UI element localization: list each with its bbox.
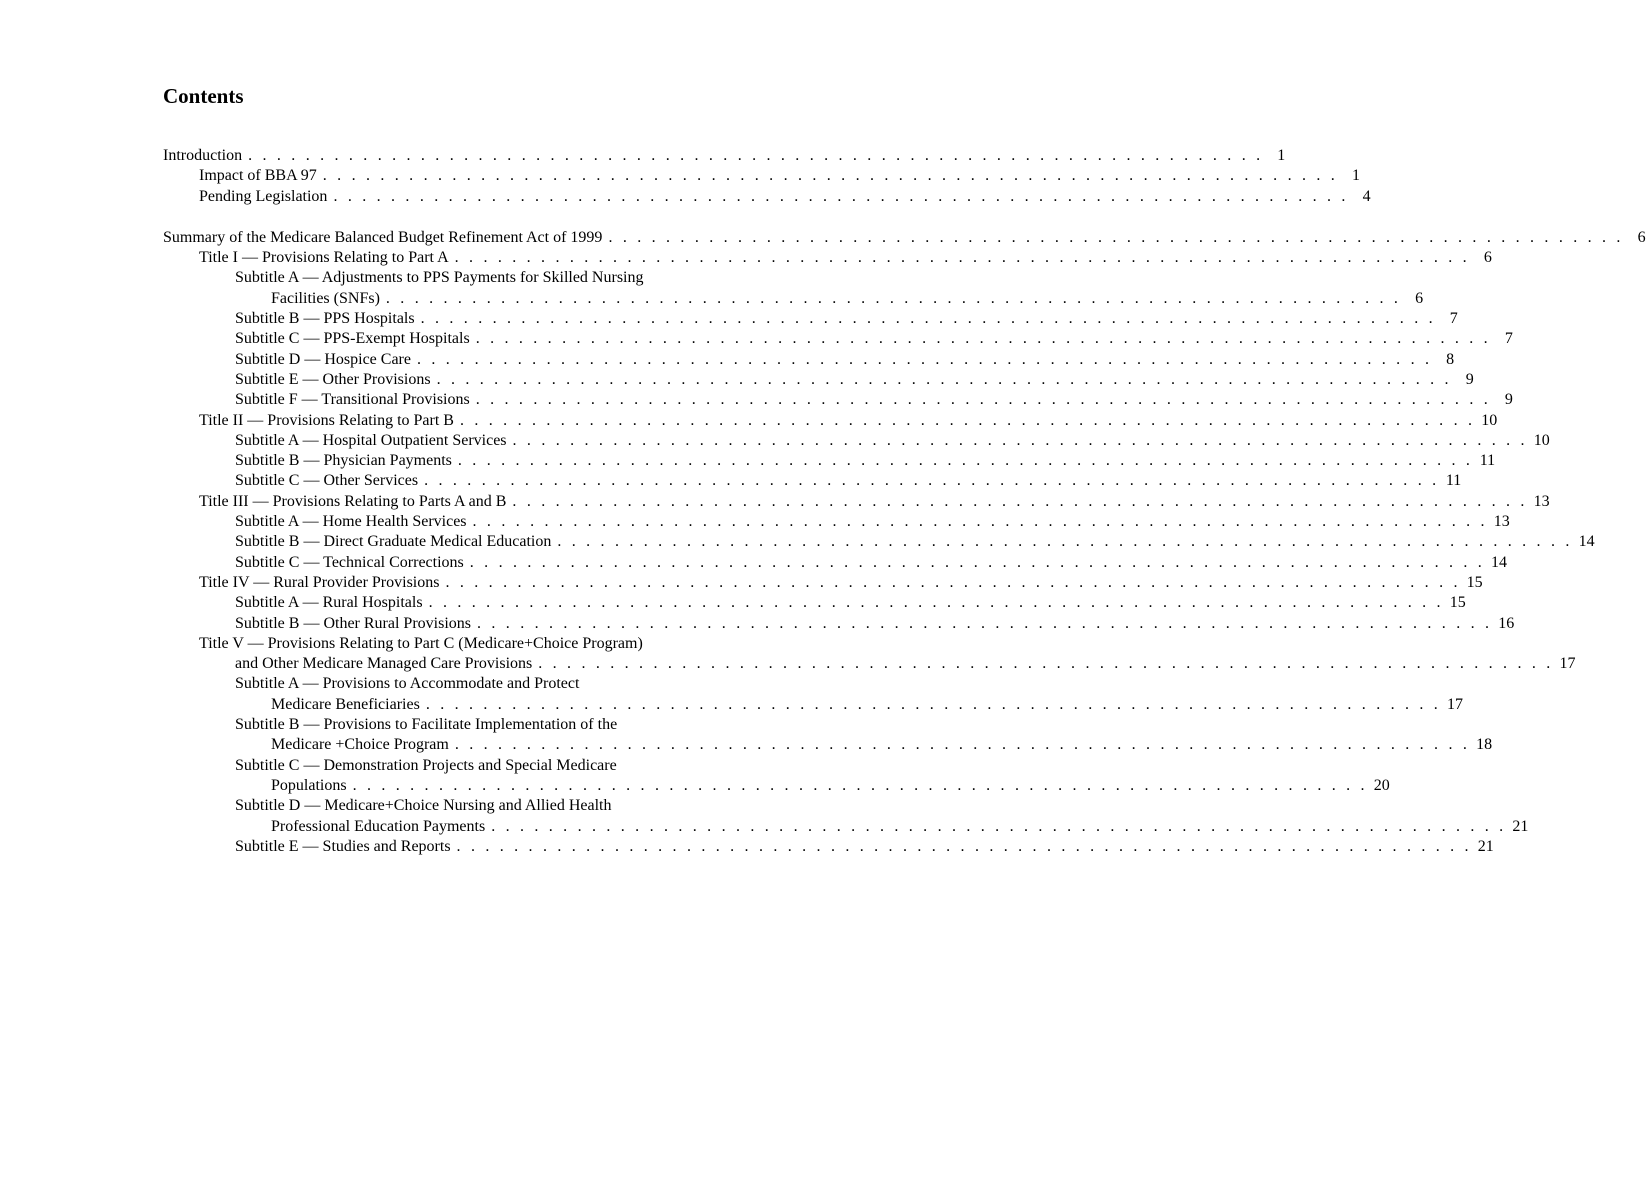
toc-page-number: 10: [1533, 431, 1550, 449]
toc-entry-title-v-subtitle-b[interactable]: [163, 715, 758, 735]
toc-entry-title-i-subtitle-b[interactable]: [163, 309, 1458, 329]
toc-entry-title-iv-subtitle-b[interactable]: [163, 614, 1515, 634]
toc-entry-title-i-subtitle-a[interactable]: [163, 268, 758, 288]
toc-page-number: 18: [1476, 736, 1493, 754]
dot-leader: . . . . . . . . . . . . . . . . . . . . . . . . . . . . . . . . . . . . . . . . . . . . . . . . . . . . . . . . . . . . . . . . . . . . . . .: [420, 310, 1436, 328]
dot-leader: . . . . . . . . . . . . . . . . . . . . . . . . . . . . . . . . . . . . . . . . . . . . . . . . . . . . . . . . . . . . . . . . . . . . . . .: [475, 330, 1491, 348]
toc-page-number: 21: [1512, 817, 1529, 835]
toc-entry-label: Title II — Provisions Relating to Part B: [199, 411, 454, 431]
dot-leader: . . . . . . . . . . . . . . . . . . . . . . . . . . . . . . . . . . . . . . . . . . . . . . . . . . . . . . . . . . . . . . . . . . . . . . .: [459, 411, 1476, 429]
page-title: Contents: [163, 84, 244, 108]
dot-leader: . . . . . . . . . . . . . . . . . . . . . . . . . . . . . . . . . . . . . . . . . . . . . . . . . . . . . . . . . . . . . . . . . . . . . . .: [445, 573, 1461, 591]
toc-page-number: 1: [1351, 167, 1360, 185]
toc-entry-label: Subtitle A — Home Health Services: [235, 512, 467, 532]
toc-entry-label: Populations: [271, 776, 347, 796]
section-spacer: [163, 207, 758, 228]
toc-entry-label: Subtitle D — Medicare+Choice Nursing and Allied Health: [235, 796, 612, 816]
toc-page-number: 17: [1559, 655, 1576, 673]
toc-entry-title-i-subtitle-a-continued[interactable]: [163, 289, 1424, 309]
toc-entry-title-iii[interactable]: [163, 492, 1550, 512]
toc-entry-label: Professional Education Payments: [271, 817, 485, 837]
toc-entry-label: Subtitle C — Demonstration Projects and Special Medicare: [235, 756, 617, 776]
dot-leader: . . . . . . . . . . . . . . . . . . . . . . . . . . . . . . . . . . . . . . . . . . . . . . . . . . . . . . . . . . . . . . . . . . . . . . .: [425, 695, 1442, 713]
toc-entry-label: Facilities (SNFs): [271, 289, 380, 309]
toc-entry-label: Title I — Provisions Relating to Part A: [199, 248, 449, 268]
dot-leader: . . . . . . . . . . . . . . . . . . . . . . . . . . . . . . . . . . . . . . . . . . . . . . . . . . . . . . . . . . . . . . . . . . . . . . .: [538, 655, 1554, 673]
toc-entry-title-ii[interactable]: [163, 411, 1498, 431]
toc-entry-title-v-subtitle-c[interactable]: [163, 756, 758, 776]
dot-leader: . . . . . . . . . . . . . . . . . . . . . . . . . . . . . . . . . . . . . . . . . . . . . . . . . . . . . . . . . . . . . . . . . . . . . . .: [454, 249, 1470, 267]
toc-entry-title-ii-subtitle-c[interactable]: [163, 471, 1462, 491]
toc-entry-label: Subtitle B — Other Rural Provisions: [235, 614, 471, 634]
toc-entry-label: Subtitle B — Provisions to Facilitate Implementation of the: [235, 715, 617, 735]
toc-entry-label: Subtitle B — Direct Graduate Medical Education: [235, 532, 551, 552]
toc-entry-label: Medicare Beneficiaries: [271, 695, 420, 715]
toc-page-number: 11: [1445, 472, 1462, 490]
toc-entry-title-iii-subtitle-a[interactable]: [163, 512, 1510, 532]
toc-entry-label: Subtitle B — Physician Payments: [235, 451, 452, 471]
table-of-contents: [163, 146, 1646, 857]
toc-entry-title-ii-subtitle-a[interactable]: [163, 431, 1550, 451]
toc-entry-introduction[interactable]: [163, 146, 1286, 166]
toc-page-number: 9: [1465, 370, 1474, 388]
dot-leader: . . . . . . . . . . . . . . . . . . . . . . . . . . . . . . . . . . . . . . . . . . . . . . . . . . . . . . . . . . . . . . . . . . . . . . .: [352, 776, 1368, 794]
toc-entry-title-v[interactable]: [163, 634, 758, 654]
toc-entry-label: Subtitle E — Studies and Reports: [235, 837, 451, 857]
toc-page-number: 1: [1277, 147, 1286, 164]
dot-leader: . . . . . . . . . . . . . . . . . . . . . . . . . . . . . . . . . . . . . . . . . . . . . . . . . . . . . . . . . . . . . . . . . . . . . . .: [322, 167, 1338, 185]
toc-page-number: 10: [1481, 411, 1498, 429]
dot-leader: . . . . . . . . . . . . . . . . . . . . . . . . . . . . . . . . . . . . . . . . . . . . . . . . . . . . . . . . . . . . . . . . . . . . . . .: [477, 614, 1493, 632]
dot-leader: . . . . . . . . . . . . . . . . . . . . . . . . . . . . . . . . . . . . . . . . . . . . . . . . . . . . . . . . . . . . . . . . . . . . . . .: [424, 472, 1440, 490]
toc-page-number: 6: [1637, 228, 1646, 246]
toc-entry-label: Title IV — Rural Provider Provisions: [199, 573, 439, 593]
toc-entry-title-iii-subtitle-b[interactable]: [163, 532, 1595, 552]
toc-entry-title-v-subtitle-a-continued[interactable]: [163, 695, 1464, 715]
toc-entry-pending-legislation[interactable]: [163, 187, 1371, 207]
toc-page-number: 6: [1415, 289, 1424, 307]
toc-entry-title-v-subtitle-b-continued[interactable]: [163, 735, 1493, 755]
toc-entry-label: Medicare +Choice Program: [271, 735, 449, 755]
toc-entry-title-v-subtitle-a[interactable]: [163, 674, 758, 694]
dot-leader: . . . . . . . . . . . . . . . . . . . . . . . . . . . . . . . . . . . . . . . . . . . . . . . . . . . . . . . . . . . . . . . . . . . . . . .: [475, 391, 1491, 409]
toc-entry-label: Introduction: [163, 146, 242, 166]
toc-entry-title-i-subtitle-f[interactable]: [163, 390, 1513, 410]
toc-entry-label: Subtitle A — Hospital Outpatient Services: [235, 431, 507, 451]
toc-entry-label: Pending Legislation: [199, 187, 327, 207]
toc-entry-label: Subtitle D — Hospice Care: [235, 350, 411, 370]
toc-entry-title-ii-subtitle-b[interactable]: [163, 451, 1496, 471]
dot-leader: . . . . . . . . . . . . . . . . . . . . . . . . . . . . . . . . . . . . . . . . . . . . . . . . . . . . . . . . . . . . . . . . . . . . . . .: [416, 350, 1433, 368]
toc-entry-label: Title V — Provisions Relating to Part C (Medicare+Choice Program): [199, 634, 643, 654]
toc-entry-title-iv-subtitle-a[interactable]: [163, 593, 1466, 613]
toc-page-number: 7: [1449, 310, 1458, 328]
toc-entry-title-v-subtitle-c-continued[interactable]: [163, 776, 1390, 796]
toc-entry-title-v-subtitle-e[interactable]: [163, 837, 1494, 857]
dot-leader: . . . . . . . . . . . . . . . . . . . . . . . . . . . . . . . . . . . . . . . . . . . . . . . . . . . . . . . . . . . . . . . . . . . . . . .: [385, 289, 1402, 307]
toc-entry-title-v-continued[interactable]: [163, 654, 1576, 674]
toc-page-number: 21: [1477, 837, 1494, 855]
toc-page-number: 14: [1578, 533, 1595, 551]
toc-entry-title-i-subtitle-d[interactable]: [163, 350, 1455, 370]
toc-page-number: 14: [1490, 553, 1507, 571]
dot-leader: . . . . . . . . . . . . . . . . . . . . . . . . . . . . . . . . . . . . . . . . . . . . . . . . . . . . . . . . . . . . . . . . . . . . . . .: [491, 817, 1507, 835]
toc-entry-label: Title III — Provisions Relating to Parts A and B: [199, 492, 506, 512]
dot-leader: . . . . . . . . . . . . . . . . . . . . . . . . . . . . . . . . . . . . . . . . . . . . . . . . . . . . . . . . . . . . . . . . . . . . . . .: [436, 370, 1452, 388]
toc-page-number: 15: [1466, 573, 1483, 591]
toc-entry-title-i[interactable]: [163, 248, 1492, 268]
dot-leader: . . . . . . . . . . . . . . . . . . . . . . . . . . . . . . . . . . . . . . . . . . . . . . . . . . . . . . . . . . . . . . . . . . . . . . .: [472, 513, 1488, 531]
toc-entry-label: and Other Medicare Managed Care Provisions: [235, 654, 532, 674]
toc-entry-label: Subtitle A — Adjustments to PPS Payments for Skilled Nursing: [235, 268, 643, 288]
dot-leader: . . . . . . . . . . . . . . . . . . . . . . . . . . . . . . . . . . . . . . . . . . . . . . . . . . . . . . . . . . . . . . . . . . . . . . .: [457, 452, 1474, 470]
toc-entry-label: Subtitle A — Provisions to Accommodate and Protect: [235, 674, 579, 694]
toc-entry-label: Impact of BBA 97: [199, 166, 317, 186]
toc-entry-title-v-subtitle-d-continued[interactable]: [163, 817, 1529, 837]
toc-page-number: 17: [1447, 695, 1464, 713]
toc-entry-label: Subtitle B — PPS Hospitals: [235, 309, 415, 329]
toc-entry-impact-of-bba-97[interactable]: [163, 166, 1360, 186]
toc-entry-label: Subtitle F — Transitional Provisions: [235, 390, 470, 410]
toc-entry-label: Summary of the Medicare Balanced Budget Refinement Act of 1999: [163, 228, 602, 248]
toc-entry-title-iv[interactable]: [163, 573, 1483, 593]
toc-entry-title-i-subtitle-e[interactable]: [163, 370, 1474, 390]
dot-leader: . . . . . . . . . . . . . . . . . . . . . . . . . . . . . . . . . . . . . . . . . . . . . . . . . . . . . . . . . . . . . . . . . . . . . . .: [454, 736, 1471, 754]
dot-leader: . . . . . . . . . . . . . . . . . . . . . . . . . . . . . . . . . . . . . . . . . . . . . . . . . . . . . . . . . . . . . . . . . . . . . . .: [456, 837, 1472, 855]
dot-leader: . . . . . . . . . . . . . . . . . . . . . . . . . . . . . . . . . . . . . . . . . . . . . . . . . . . . . . . . . . . . . . . . . . . . . . .: [557, 533, 1573, 551]
toc-entry-summary[interactable]: [163, 228, 1646, 248]
dot-leader: . . . . . . . . . . . . . . . . . . . . . . . . . . . . . . . . . . . . . . . . . . . . . . . . . . . . . . . . . . . . . . . . . . . . . . .: [248, 147, 1264, 164]
toc-entry-label: Subtitle C — Other Services: [235, 471, 418, 491]
toc-page-number: 8: [1446, 350, 1455, 368]
toc-entry-label: Subtitle E — Other Provisions: [235, 370, 431, 390]
toc-entry-label: Subtitle C — PPS-Exempt Hospitals: [235, 329, 470, 349]
dot-leader: . . . . . . . . . . . . . . . . . . . . . . . . . . . . . . . . . . . . . . . . . . . . . . . . . . . . . . . . . . . . . . . . . . . . . . .: [608, 228, 1624, 246]
toc-page-number: 16: [1498, 614, 1515, 632]
toc-page-number: 20: [1373, 776, 1390, 794]
toc-page-number: 13: [1493, 513, 1510, 531]
toc-page-number: 4: [1362, 187, 1371, 205]
toc-page-number: 13: [1533, 492, 1550, 510]
dot-leader: . . . . . . . . . . . . . . . . . . . . . . . . . . . . . . . . . . . . . . . . . . . . . . . . . . . . . . . . . . . . . . . . . . . . . . .: [512, 431, 1528, 449]
dot-leader: . . . . . . . . . . . . . . . . . . . . . . . . . . . . . . . . . . . . . . . . . . . . . . . . . . . . . . . . . . . . . . . . . . . . . . .: [469, 553, 1485, 571]
toc-entry-title-iii-subtitle-c[interactable]: [163, 553, 1507, 573]
dot-leader: . . . . . . . . . . . . . . . . . . . . . . . . . . . . . . . . . . . . . . . . . . . . . . . . . . . . . . . . . . . . . . . . . . . . . . .: [428, 594, 1444, 612]
toc-entry-label: Subtitle A — Rural Hospitals: [235, 593, 423, 613]
toc-page-number: 9: [1504, 391, 1513, 409]
toc-page-number: 11: [1479, 452, 1496, 470]
dot-leader: . . . . . . . . . . . . . . . . . . . . . . . . . . . . . . . . . . . . . . . . . . . . . . . . . . . . . . . . . . . . . . . . . . . . . . .: [512, 492, 1528, 510]
toc-entry-title-v-subtitle-d[interactable]: [163, 796, 758, 816]
toc-page-number: 6: [1483, 249, 1492, 267]
toc-entry-title-i-subtitle-c[interactable]: [163, 329, 1513, 349]
toc-page-number: 15: [1449, 594, 1466, 612]
toc-page-number: 7: [1504, 330, 1513, 348]
toc-entry-label: Subtitle C — Technical Corrections: [235, 553, 464, 573]
dot-leader: . . . . . . . . . . . . . . . . . . . . . . . . . . . . . . . . . . . . . . . . . . . . . . . . . . . . . . . . . . . . . . . . . . . . . . .: [333, 187, 1349, 205]
